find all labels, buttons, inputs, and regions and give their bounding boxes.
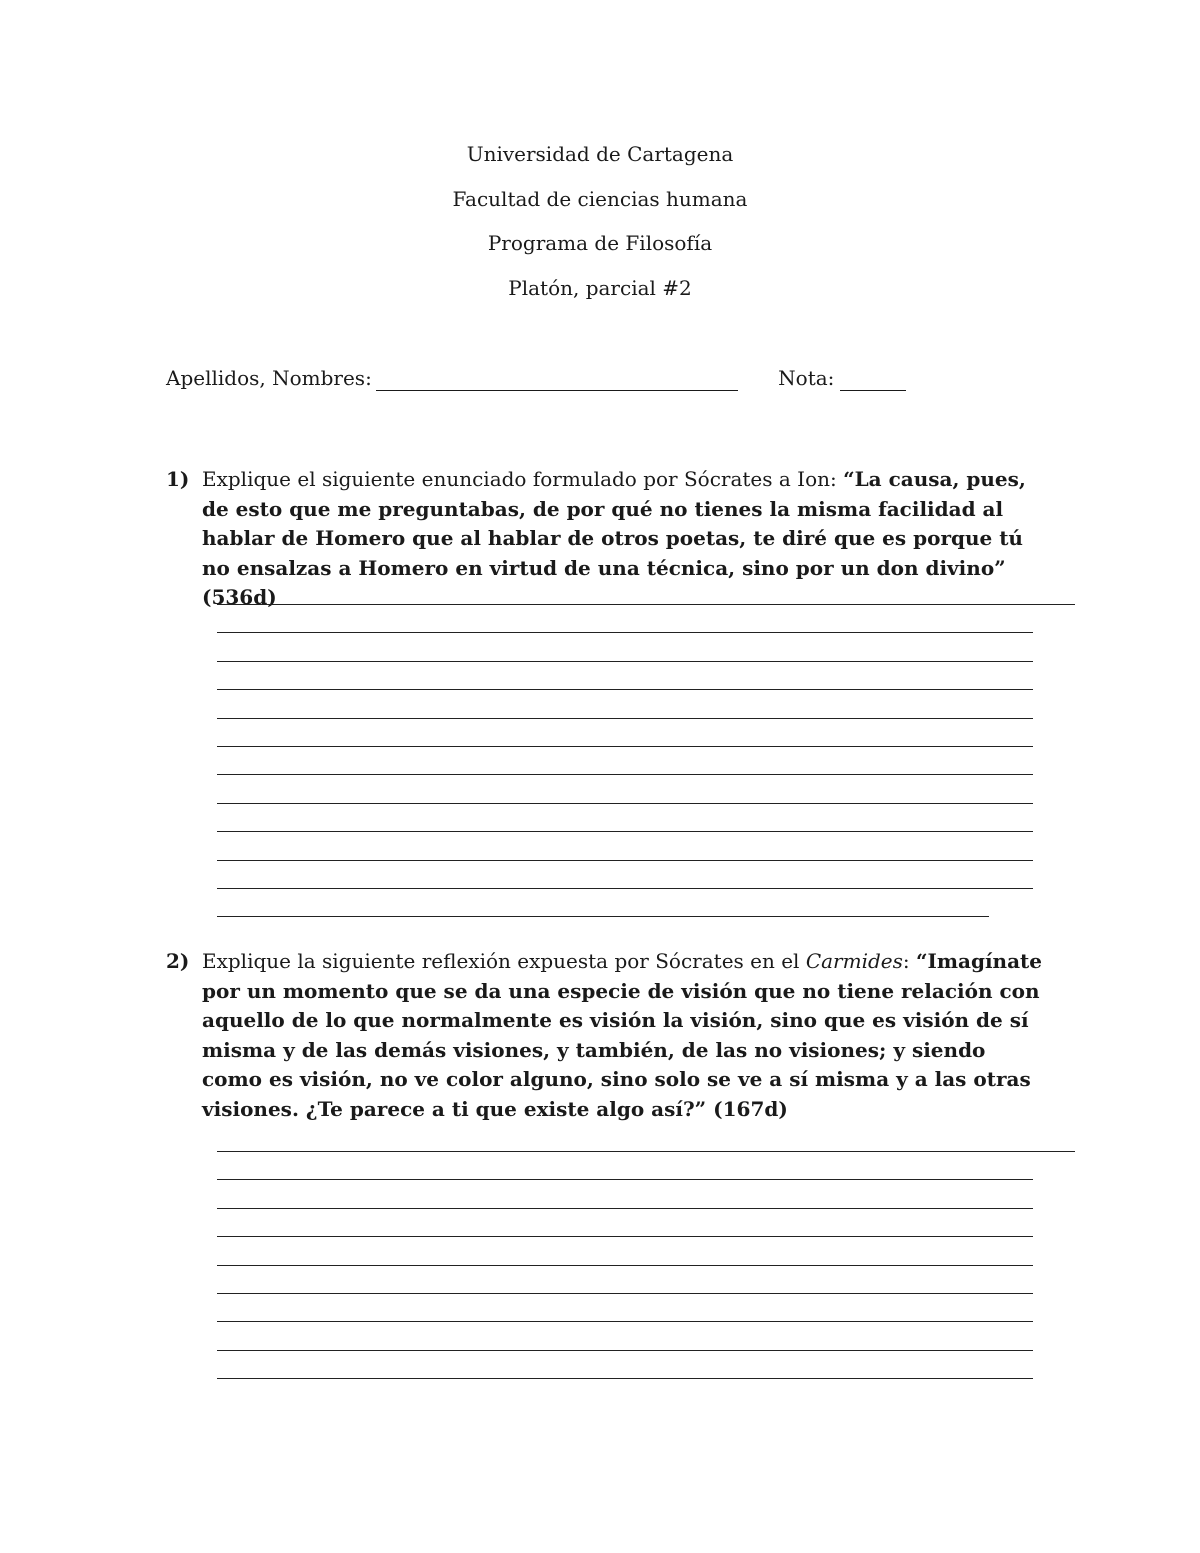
answer-line[interactable] <box>217 1208 1033 1209</box>
grade-blank[interactable] <box>840 368 906 391</box>
answer-line[interactable] <box>217 1321 1033 1322</box>
answer-line[interactable] <box>217 746 1033 747</box>
answer-line[interactable] <box>217 718 1033 719</box>
exam-title: Platón, parcial #2 <box>508 276 692 300</box>
question-prompt: Explique la siguiente reflexión expuesta por Sócrates en el <box>202 949 806 973</box>
student-info-row <box>166 365 906 391</box>
question-1 <box>166 465 1046 613</box>
university-name: Universidad de Cartagena <box>466 142 734 166</box>
grade-label: Nota: <box>778 366 835 390</box>
answer-line[interactable] <box>217 803 1033 804</box>
answer-line[interactable] <box>217 604 1075 605</box>
answer-line[interactable] <box>217 1293 1033 1294</box>
question-2 <box>166 947 1046 1124</box>
answer-line[interactable] <box>217 1236 1033 1237</box>
answer-line[interactable] <box>217 831 1033 832</box>
name-label: Apellidos, Nombres: <box>166 366 372 390</box>
question-prompt: Explique el siguiente enunciado formulado por Sócrates a Ion: <box>202 467 844 491</box>
answer-line[interactable] <box>217 1350 1033 1351</box>
answer-line[interactable] <box>217 916 989 917</box>
faculty-name: Facultad de ciencias humana <box>452 187 748 211</box>
answer-line[interactable] <box>217 661 1033 662</box>
answer-line[interactable] <box>217 860 1033 861</box>
question-number: 2) <box>166 949 190 973</box>
name-blank[interactable] <box>376 368 738 391</box>
answer-line[interactable] <box>217 632 1033 633</box>
answer-line[interactable] <box>217 1179 1033 1180</box>
question-text <box>202 947 1046 1124</box>
answer-line[interactable] <box>217 888 1033 889</box>
question-quote: “Imagínate por un momento que se da una especie de visión que no tiene relación con aquello de lo que normalmente es visión la visión, sino que es visión de sí misma y de las demás visiones, y también, de las no visiones; y siendo como es visión, no ve color alguno, sino solo se ve a sí misma y a las otras visiones. ¿Te parece a ti que existe algo así?” (167d) <box>202 949 1043 1121</box>
answer-line[interactable] <box>217 1265 1033 1266</box>
question-text <box>202 465 1046 613</box>
program-name: Programa de Filosofía <box>487 231 713 255</box>
question-number: 1) <box>166 467 190 491</box>
question-quote: “La causa, pues, de esto que me preguntabas, de por qué no tienes la misma facilidad al hablar de Homero que al hablar de otros poetas, te diré que es porque tú no ensalzas a Homero en virtud de una técnica, sino por un don divino” (536d) <box>202 467 1026 609</box>
answer-line[interactable] <box>217 1378 1033 1379</box>
answer-line[interactable] <box>217 1151 1075 1152</box>
work-title: Carmides <box>805 949 903 973</box>
question-prompt-continued: : <box>902 949 916 973</box>
answer-line[interactable] <box>217 689 1033 690</box>
answer-line[interactable] <box>217 774 1033 775</box>
